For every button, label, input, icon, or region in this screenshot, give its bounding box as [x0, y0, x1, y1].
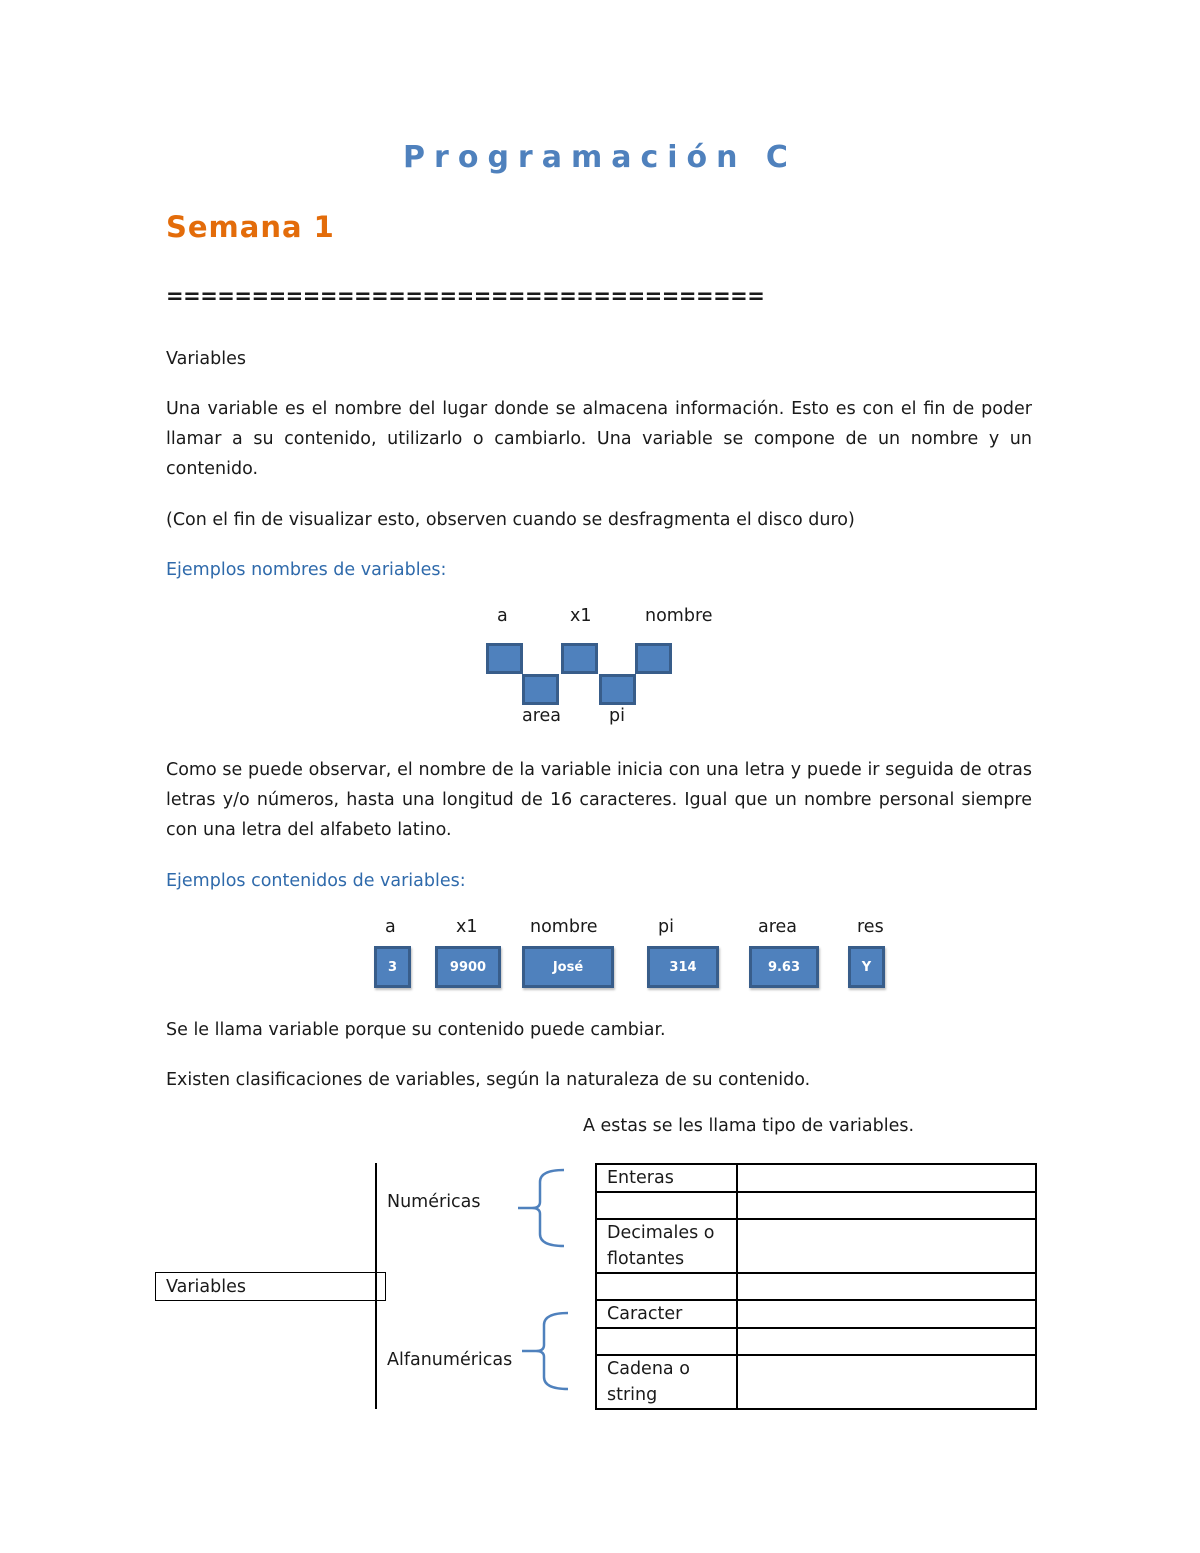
- content-label: area: [758, 917, 798, 937]
- empty-cell: [737, 1164, 1036, 1192]
- naming-rules-paragraph: Como se puede observar, el nombre de la variable inicia con una letra y puede ir seguida de otras letras y/o números, hasta una longitud de 16 caracteres. Igual que un nombre personal siempre con una letra del alfabeto latino.: [166, 760, 1032, 840]
- table-row: [596, 1328, 1036, 1355]
- name-label-pi: pi: [609, 706, 625, 726]
- variable-square: [599, 674, 636, 705]
- tree-vertical-line: [375, 1163, 377, 1409]
- empty-cell: [737, 1328, 1036, 1355]
- names-heading: Ejemplos nombres de variables:: [166, 560, 447, 580]
- content-label: a: [385, 917, 396, 937]
- contents-heading: Ejemplos contenidos de variables:: [166, 871, 466, 891]
- empty-cell: [737, 1300, 1036, 1328]
- content-label: pi: [658, 917, 674, 937]
- variable-square: [522, 674, 559, 705]
- page-title: Programación C: [403, 140, 797, 175]
- content-label: x1: [456, 917, 478, 937]
- week-heading: Semana 1: [166, 210, 335, 244]
- change-paragraph: Se le llama variable porque su contenido puede cambiar.: [166, 1020, 666, 1040]
- brace-icon: [522, 1313, 568, 1389]
- content-label: res: [857, 917, 884, 937]
- brace-icon: [518, 1170, 564, 1246]
- table-row: [596, 1219, 1036, 1273]
- type-cell: Enteras: [596, 1164, 737, 1192]
- brace-icons: [510, 1160, 580, 1400]
- alnum-label: Alfanuméricas: [387, 1350, 513, 1370]
- name-label-nombre: nombre: [645, 606, 713, 626]
- variable-square: [486, 643, 523, 674]
- type-cell: [596, 1328, 737, 1355]
- variables-root-box: Variables: [155, 1272, 386, 1301]
- type-cell: [596, 1273, 737, 1300]
- numeric-label: Numéricas: [387, 1192, 481, 1212]
- content-box: 314: [647, 946, 719, 988]
- table-row: [596, 1164, 1036, 1192]
- table-row: [596, 1192, 1036, 1219]
- type-cell: Caracter: [596, 1300, 737, 1328]
- type-cell: Decimales o flotantes: [596, 1219, 737, 1273]
- definition-paragraph: Una variable es el nombre del lugar donde se almacena información. Esto es con el fin de poder llamar a su contenido, utilizarlo o cambiarlo. Una variable se compone de un nombre y un contenido.: [166, 399, 1032, 479]
- content-box: 9900: [435, 946, 501, 988]
- content-box: José: [522, 946, 614, 988]
- name-label-a: a: [497, 606, 508, 626]
- content-label: nombre: [530, 917, 598, 937]
- empty-cell: [737, 1355, 1036, 1409]
- type-cell: [596, 1192, 737, 1219]
- name-label-x1: x1: [570, 606, 592, 626]
- note-paragraph: (Con el fin de visualizar esto, observen cuando se desfragmenta el disco duro): [166, 510, 855, 530]
- empty-cell: [737, 1192, 1036, 1219]
- table-row: [596, 1355, 1036, 1409]
- name-label-area: area: [522, 706, 562, 726]
- empty-cell: [737, 1273, 1036, 1300]
- section-label: Variables: [166, 349, 246, 369]
- empty-cell: [737, 1219, 1036, 1273]
- content-box: Y: [848, 946, 885, 988]
- separator-line: ===================================: [166, 284, 765, 308]
- classification-paragraph: Existen clasificaciones de variables, según la naturaleza de su contenido.: [166, 1070, 811, 1090]
- content-box: 9.63: [749, 946, 819, 988]
- type-cell: Cadena o string: [596, 1355, 737, 1409]
- content-box: 3: [374, 946, 411, 988]
- variable-types-table: [595, 1163, 1037, 1410]
- variable-square: [635, 643, 672, 674]
- variable-square: [561, 643, 598, 674]
- types-note: A estas se les llama tipo de variables.: [583, 1116, 915, 1136]
- table-row: [596, 1273, 1036, 1300]
- table-row: [596, 1300, 1036, 1328]
